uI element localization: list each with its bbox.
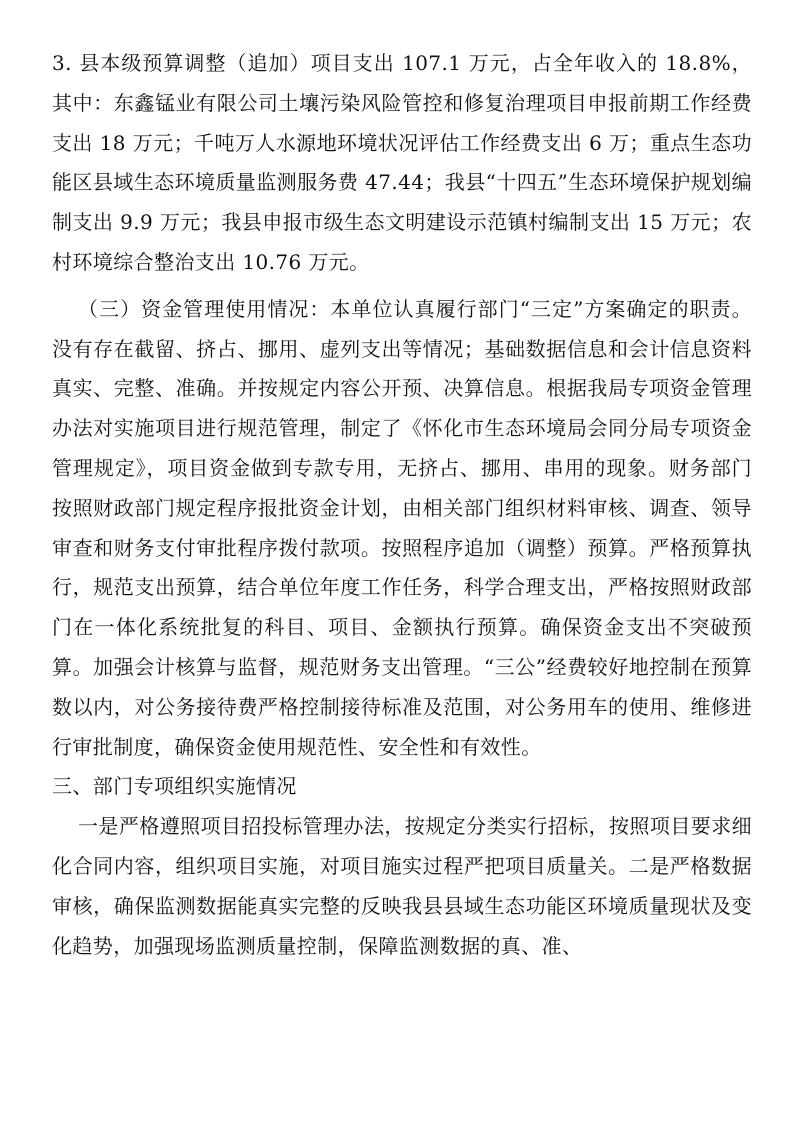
fund-management-paragraph: （三）资金管理使用情况：本单位认真履行部门“三定”方案确定的职责。没有存在截留、挤占、挪用、虚列支出等情况；基础数据信息和会计信息资料真实、完整、准确。并按规定内容公开预、决算信息。根据我局专项资金管理办法对实施项目进行规范管理，制定了《怀化市生态环境局会同分局专项资金管理规定》，项目资金做到专款专用，无挤占、挪用、串用的现象。财务部门按照财政部门规定程序报批资金计划，由相关部门组织材料审核、调查、领导审查和财务支付审批程序拨付款项。按照程序追加（调整）预算。严格预算执行，规范支出预算，结合单位年度工作任务，科学合理支出，严格按照财政部门在一体化系统批复的科目、项目、金额执行预算。确保资金支出不突破预算。加强会计核算与监督，规范财务支出管理。“三公”经费较好地控制在预算数以内，对公务接待费严格控制接待标准及范围，对公务用车的使用、维修进行审批制度，确保资金使用规范性、安全性和有效性。 — [52, 296, 752, 759]
budget-adjustment-paragraph: 3. 县本级预算调整（追加）项目支出 107.1 万元，占全年收入的 18.8%，其中：东鑫锰业有限公司土壤污染风险管控和修复治理项目申报前期工作经费支出 18 万元；千吨万人水源地环境状况评估工作经费支出 6 万；重点生态功能区县域生态环境质量监测服务费 47.44；我县“十四五”生态环境保护规划编制支出 9.9 万元；我县申报市级生态文明建设示范镇村编制支出 15 万元；农村环境综合整治支出 10.76 万元。 — [52, 51, 752, 274]
project-implementation-paragraph: 一是严格遵照项目招投标管理办法，按规定分类实行招标，按照项目要求细化合同内容，组织项目实施，对项目施实过程严把项目质量关。二是严格数据审核，确保监测数据能真实完整的反映我县县域生态功能区环境质量现状及变化趋势，加强现场监测质量控制，保障监测数据的真、准、 — [52, 814, 752, 958]
document-page — [52, 44, 752, 966]
section-heading: 三、部门专项组织实施情况 — [52, 774, 297, 799]
